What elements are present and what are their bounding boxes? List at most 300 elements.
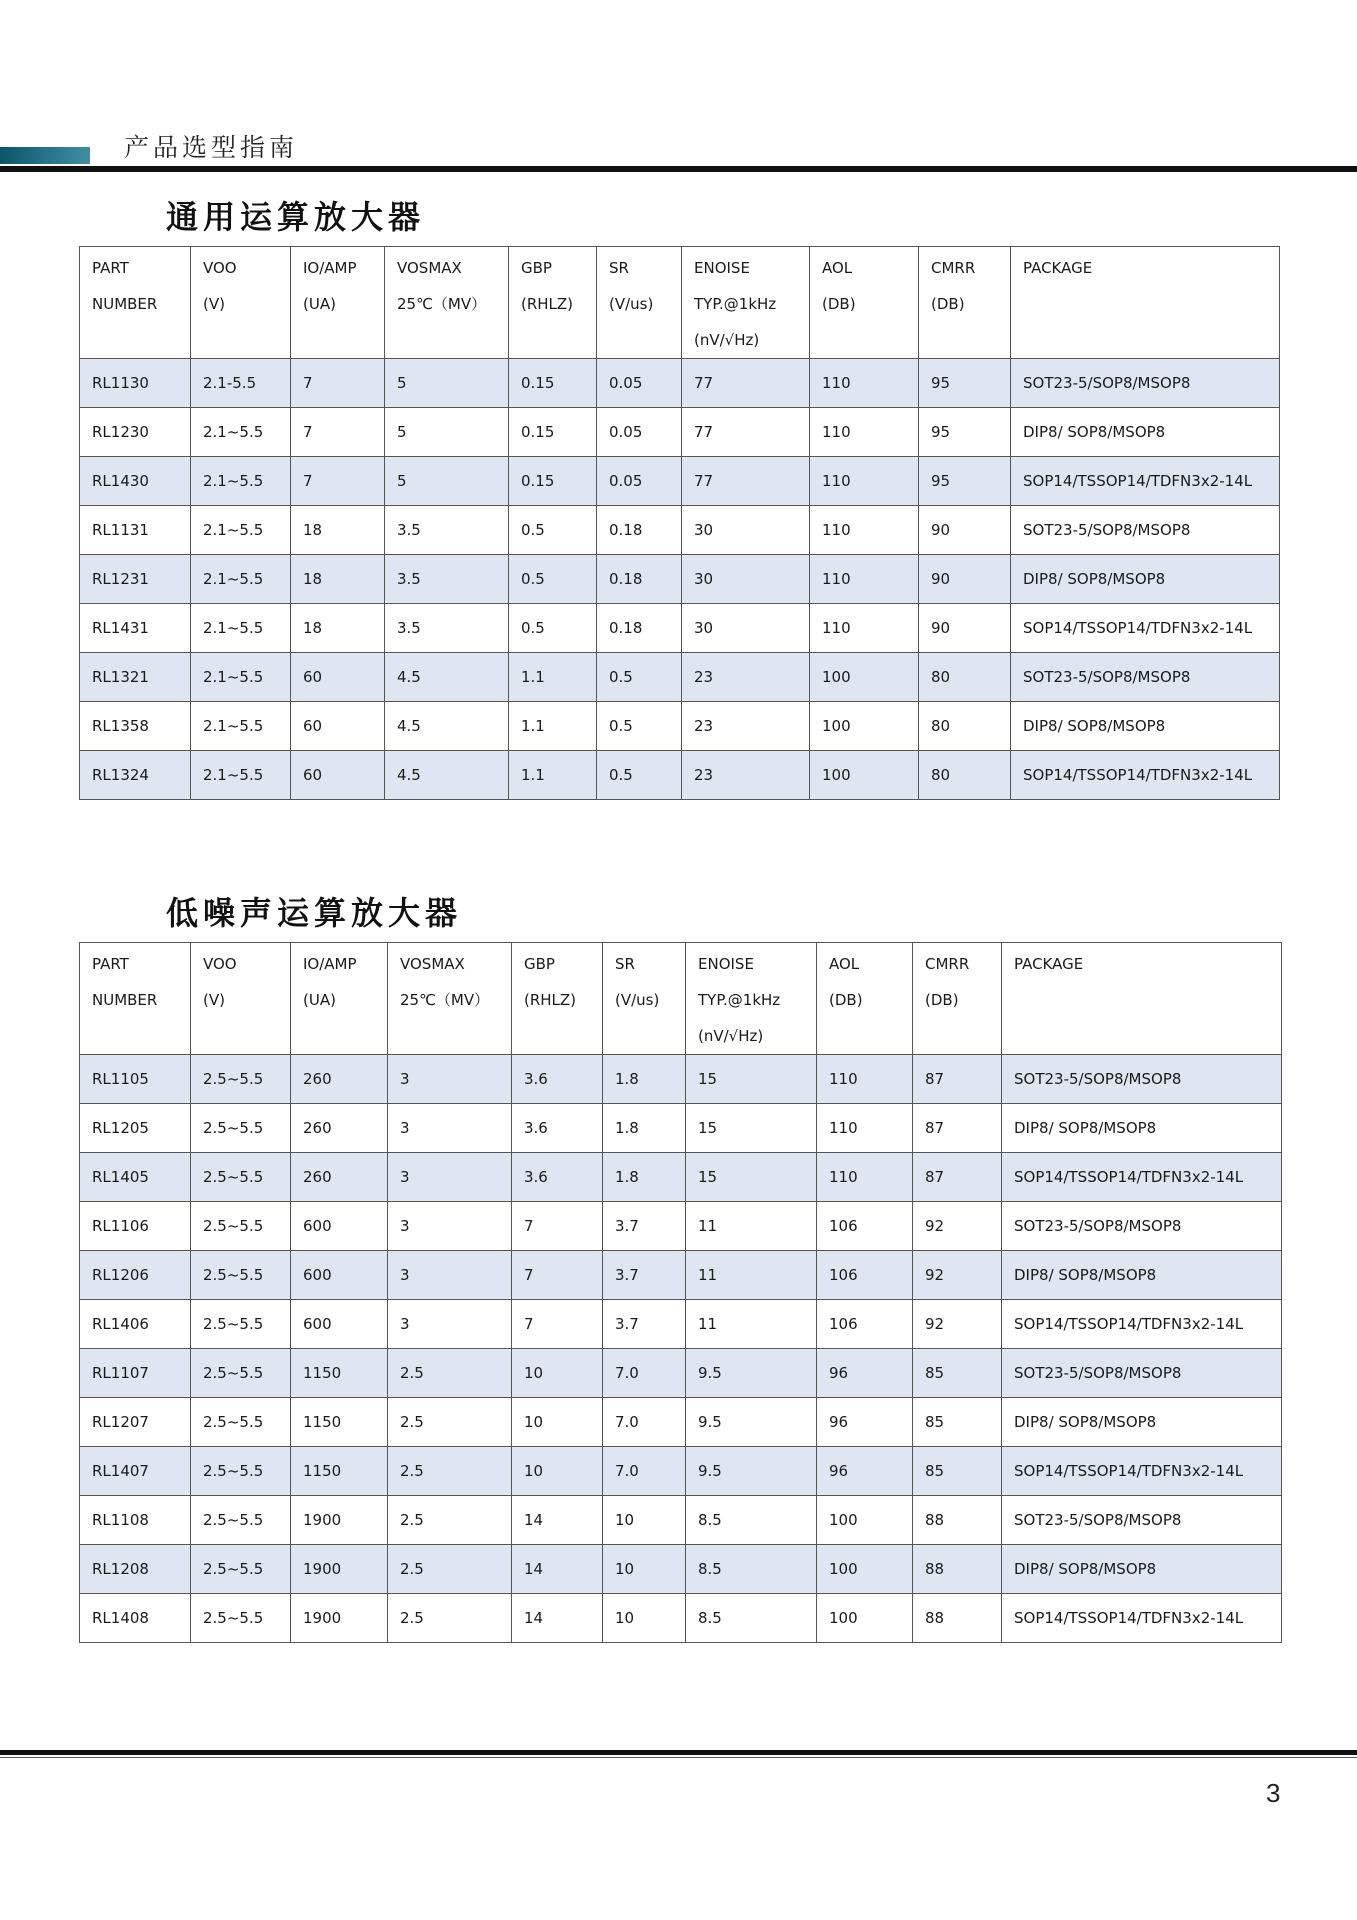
cell-package: SOT23-5/SOP8/MSOP8 [1002,1055,1282,1104]
cell-enoise: 77 [682,457,810,506]
cell-aol: 96 [817,1447,913,1496]
table-header-row [80,943,1282,1055]
cell-cmrr: 95 [919,359,1011,408]
cell-io-amp: 260 [291,1153,388,1202]
cell-sr: 1.8 [603,1104,686,1153]
cell-aol: 100 [817,1594,913,1643]
cell-io-amp: 260 [291,1055,388,1104]
cell-package: SOT23-5/SOP8/MSOP8 [1002,1349,1282,1398]
cell-part-number: RL1230 [80,408,191,457]
cell-package: DIP8/ SOP8/MSOP8 [1002,1398,1282,1447]
cell-part-number: RL1408 [80,1594,191,1643]
cell-vosmax: 3.5 [385,555,509,604]
cell-gbp: 14 [512,1545,603,1594]
cell-part-number: RL1358 [80,702,191,751]
cell-enoise: 30 [682,506,810,555]
cell-voo: 2.1~5.5 [191,604,291,653]
cell-package: DIP8/ SOP8/MSOP8 [1002,1545,1282,1594]
cell-sr: 3.7 [603,1300,686,1349]
cell-vosmax: 2.5 [388,1545,512,1594]
footer-rule [0,1750,1357,1755]
cell-cmrr: 88 [913,1496,1002,1545]
cell-enoise: 8.5 [686,1545,817,1594]
cell-part-number: RL1430 [80,457,191,506]
low-noise-opamp-table [79,942,1282,1643]
cell-io-amp: 60 [291,751,385,800]
column-header-line: SR [615,955,635,973]
cell-aol: 100 [817,1496,913,1545]
cell-vosmax: 5 [385,457,509,506]
cell-enoise: 23 [682,751,810,800]
cell-enoise: 15 [686,1104,817,1153]
cell-part-number: RL1131 [80,506,191,555]
table-row [80,702,1280,751]
column-header-aol [817,943,913,1055]
column-header-voo [191,247,291,359]
header-title: 产品选型指南 [124,133,299,162]
column-header-sr [597,247,682,359]
cell-cmrr: 87 [913,1153,1002,1202]
cell-io-amp: 18 [291,555,385,604]
cell-enoise: 11 [686,1202,817,1251]
cell-io-amp: 600 [291,1300,388,1349]
cell-voo: 2.5~5.5 [191,1055,291,1104]
table-row [80,1104,1282,1153]
cell-aol: 100 [817,1545,913,1594]
cell-voo: 2.5~5.5 [191,1496,291,1545]
cell-part-number: RL1205 [80,1104,191,1153]
cell-sr: 0.18 [597,506,682,555]
cell-vosmax: 3 [388,1055,512,1104]
column-header-cmrr [919,247,1011,359]
cell-voo: 2.5~5.5 [191,1398,291,1447]
column-header-aol [810,247,919,359]
cell-sr: 7.0 [603,1349,686,1398]
table-row [80,457,1280,506]
cell-package: SOP14/TSSOP14/TDFN3x2-14L [1002,1300,1282,1349]
column-header-enoise [682,247,810,359]
cell-voo: 2.1~5.5 [191,555,291,604]
column-header-line: TYP.@1kHz [694,295,777,313]
cell-io-amp: 60 [291,653,385,702]
cell-vosmax: 4.5 [385,653,509,702]
cell-vosmax: 2.5 [388,1496,512,1545]
cell-voo: 2.5~5.5 [191,1104,291,1153]
cell-package: SOP14/TSSOP14/TDFN3x2-14L [1011,751,1280,800]
table-row [80,1447,1282,1496]
column-header-line: ENOISE [698,955,754,973]
cell-part-number: RL1207 [80,1398,191,1447]
cell-sr: 10 [603,1496,686,1545]
cell-cmrr: 90 [919,506,1011,555]
table-row [80,653,1280,702]
cell-part-number: RL1231 [80,555,191,604]
cell-vosmax: 3 [388,1300,512,1349]
cell-package: DIP8/ SOP8/MSOP8 [1011,555,1280,604]
cell-vosmax: 3.5 [385,506,509,555]
column-header-cmrr [913,943,1002,1055]
column-header-sr [603,943,686,1055]
cell-vosmax: 4.5 [385,751,509,800]
cell-io-amp: 1900 [291,1545,388,1594]
cell-sr: 3.7 [603,1251,686,1300]
cell-io-amp: 60 [291,702,385,751]
cell-voo: 2.1~5.5 [191,653,291,702]
cell-sr: 0.18 [597,555,682,604]
column-header-line: VOSMAX [400,955,465,973]
cell-aol: 110 [817,1055,913,1104]
cell-gbp: 10 [512,1398,603,1447]
cell-package: SOP14/TSSOP14/TDFN3x2-14L [1011,457,1280,506]
cell-aol: 110 [810,506,919,555]
cell-enoise: 23 [682,702,810,751]
cell-voo: 2.1~5.5 [191,408,291,457]
cell-gbp: 7 [512,1202,603,1251]
cell-sr: 0.5 [597,653,682,702]
cell-aol: 96 [817,1398,913,1447]
column-header-line: 25℃（MV） [400,991,490,1009]
cell-package: SOT23-5/SOP8/MSOP8 [1011,359,1280,408]
column-header-gbp [509,247,597,359]
column-header-part-number [80,943,191,1055]
column-header-line: VOO [203,259,237,277]
cell-sr: 1.8 [603,1055,686,1104]
cell-enoise: 77 [682,359,810,408]
column-header-line: (V/us) [615,991,660,1009]
cell-io-amp: 7 [291,457,385,506]
column-header-io-amp [291,943,388,1055]
cell-io-amp: 7 [291,408,385,457]
cell-vosmax: 3.5 [385,604,509,653]
cell-vosmax: 2.5 [388,1398,512,1447]
cell-cmrr: 92 [913,1300,1002,1349]
column-header-enoise [686,943,817,1055]
cell-aol: 110 [810,604,919,653]
cell-package: DIP8/ SOP8/MSOP8 [1011,702,1280,751]
column-header-line: (UA) [303,991,336,1009]
cell-gbp: 0.5 [509,506,597,555]
cell-package: DIP8/ SOP8/MSOP8 [1011,408,1280,457]
cell-cmrr: 85 [913,1349,1002,1398]
cell-cmrr: 87 [913,1055,1002,1104]
cell-gbp: 10 [512,1349,603,1398]
general-opamp-table [79,246,1280,800]
cell-io-amp: 1150 [291,1447,388,1496]
cell-aol: 106 [817,1202,913,1251]
cell-voo: 2.5~5.5 [191,1251,291,1300]
column-header-line: (RHLZ) [524,991,577,1009]
cell-voo: 2.1~5.5 [191,457,291,506]
cell-io-amp: 260 [291,1104,388,1153]
cell-cmrr: 85 [913,1398,1002,1447]
cell-io-amp: 1900 [291,1496,388,1545]
column-header-line: AOL [829,955,860,973]
cell-part-number: RL1130 [80,359,191,408]
cell-aol: 110 [817,1104,913,1153]
cell-part-number: RL1324 [80,751,191,800]
cell-sr: 0.05 [597,359,682,408]
cell-voo: 2.5~5.5 [191,1447,291,1496]
table-row [80,555,1280,604]
column-header-line: PART [92,955,129,973]
cell-part-number: RL1405 [80,1153,191,1202]
table-row [80,1202,1282,1251]
cell-cmrr: 95 [919,457,1011,506]
cell-aol: 106 [817,1251,913,1300]
cell-voo: 2.1-5.5 [191,359,291,408]
cell-cmrr: 80 [919,702,1011,751]
cell-aol: 110 [810,359,919,408]
cell-vosmax: 4.5 [385,702,509,751]
cell-io-amp: 18 [291,604,385,653]
column-header-line: (DB) [822,295,856,313]
cell-gbp: 3.6 [512,1104,603,1153]
column-header-line: ENOISE [694,259,750,277]
cell-io-amp: 7 [291,359,385,408]
column-header-line: (V) [203,295,225,313]
cell-gbp: 1.1 [509,653,597,702]
cell-aol: 110 [810,408,919,457]
column-header-line: NUMBER [92,295,158,313]
cell-voo: 2.1~5.5 [191,751,291,800]
cell-part-number: RL1208 [80,1545,191,1594]
cell-gbp: 3.6 [512,1153,603,1202]
cell-enoise: 30 [682,604,810,653]
column-header-package [1011,247,1280,359]
cell-vosmax: 3 [388,1251,512,1300]
cell-enoise: 9.5 [686,1349,817,1398]
table-row [80,1153,1282,1202]
column-header-line: (V/us) [609,295,654,313]
column-header-line: (DB) [931,295,965,313]
cell-sr: 0.5 [597,751,682,800]
cell-sr: 10 [603,1594,686,1643]
column-header-line: (nV/√Hz) [698,1027,764,1045]
cell-gbp: 1.1 [509,702,597,751]
cell-io-amp: 1150 [291,1398,388,1447]
cell-cmrr: 92 [913,1251,1002,1300]
cell-io-amp: 600 [291,1202,388,1251]
cell-package: SOT23-5/SOP8/MSOP8 [1002,1496,1282,1545]
column-header-line: VOSMAX [397,259,462,277]
cell-vosmax: 2.5 [388,1447,512,1496]
cell-sr: 0.05 [597,408,682,457]
cell-package: SOT23-5/SOP8/MSOP8 [1002,1202,1282,1251]
column-header-line: VOO [203,955,237,973]
cell-cmrr: 85 [913,1447,1002,1496]
cell-enoise: 9.5 [686,1447,817,1496]
column-header-package [1002,943,1282,1055]
cell-aol: 110 [810,555,919,604]
cell-vosmax: 3 [388,1202,512,1251]
cell-aol: 106 [817,1300,913,1349]
cell-cmrr: 80 [919,751,1011,800]
cell-cmrr: 90 [919,555,1011,604]
column-header-line: NUMBER [92,991,158,1009]
column-header-line: (V) [203,991,225,1009]
cell-package: SOP14/TSSOP14/TDFN3x2-14L [1011,604,1280,653]
cell-voo: 2.5~5.5 [191,1153,291,1202]
cell-gbp: 1.1 [509,751,597,800]
cell-enoise: 9.5 [686,1398,817,1447]
table-row [80,1545,1282,1594]
cell-gbp: 0.15 [509,457,597,506]
column-header-line: (DB) [925,991,959,1009]
cell-enoise: 11 [686,1300,817,1349]
cell-enoise: 8.5 [686,1594,817,1643]
section-title-general: 通用运算放大器 [166,198,426,236]
cell-cmrr: 92 [913,1202,1002,1251]
cell-gbp: 3.6 [512,1055,603,1104]
cell-io-amp: 1150 [291,1349,388,1398]
cell-voo: 2.5~5.5 [191,1300,291,1349]
column-header-io-amp [291,247,385,359]
cell-vosmax: 3 [388,1153,512,1202]
column-header-line: IO/AMP [303,259,357,277]
footer-rule-thin [0,1757,1357,1758]
cell-gbp: 10 [512,1447,603,1496]
column-header-line: TYP.@1kHz [698,991,781,1009]
header-accent-bar [0,147,90,164]
cell-sr: 0.05 [597,457,682,506]
cell-part-number: RL1407 [80,1447,191,1496]
cell-enoise: 15 [686,1055,817,1104]
table-row [80,604,1280,653]
cell-vosmax: 2.5 [388,1594,512,1643]
cell-sr: 7.0 [603,1398,686,1447]
table-row [80,1251,1282,1300]
cell-sr: 0.5 [597,702,682,751]
cell-enoise: 77 [682,408,810,457]
column-header-line: CMRR [925,955,970,973]
cell-package: SOP14/TSSOP14/TDFN3x2-14L [1002,1153,1282,1202]
cell-io-amp: 18 [291,506,385,555]
column-header-part-number [80,247,191,359]
cell-package: DIP8/ SOP8/MSOP8 [1002,1104,1282,1153]
cell-package: SOP14/TSSOP14/TDFN3x2-14L [1002,1594,1282,1643]
cell-voo: 2.1~5.5 [191,506,291,555]
table-header-row [80,247,1280,359]
cell-enoise: 11 [686,1251,817,1300]
column-header-line: (RHLZ) [521,295,574,313]
table-row [80,1496,1282,1545]
cell-cmrr: 90 [919,604,1011,653]
cell-sr: 3.7 [603,1202,686,1251]
cell-aol: 100 [810,751,919,800]
cell-vosmax: 2.5 [388,1349,512,1398]
table-row [80,359,1280,408]
table-row [80,1055,1282,1104]
cell-voo: 2.5~5.5 [191,1545,291,1594]
column-header-vosmax [388,943,512,1055]
column-header-line: (nV/√Hz) [694,331,760,349]
column-header-line: SR [609,259,629,277]
cell-sr: 0.18 [597,604,682,653]
cell-io-amp: 1900 [291,1594,388,1643]
column-header-line: IO/AMP [303,955,357,973]
cell-voo: 2.5~5.5 [191,1594,291,1643]
table-row [80,1594,1282,1643]
cell-part-number: RL1108 [80,1496,191,1545]
table-row [80,1398,1282,1447]
header-rule [0,166,1357,172]
cell-aol: 110 [810,457,919,506]
table-row [80,751,1280,800]
cell-gbp: 7 [512,1251,603,1300]
cell-package: SOP14/TSSOP14/TDFN3x2-14L [1002,1447,1282,1496]
column-header-line: (DB) [829,991,863,1009]
column-header-line: (UA) [303,295,336,313]
cell-part-number: RL1206 [80,1251,191,1300]
cell-aol: 96 [817,1349,913,1398]
cell-package: DIP8/ SOP8/MSOP8 [1002,1251,1282,1300]
cell-enoise: 30 [682,555,810,604]
cell-enoise: 15 [686,1153,817,1202]
cell-gbp: 14 [512,1594,603,1643]
cell-vosmax: 5 [385,359,509,408]
cell-vosmax: 5 [385,408,509,457]
cell-gbp: 0.15 [509,359,597,408]
column-header-vosmax [385,247,509,359]
table-row [80,1300,1282,1349]
cell-gbp: 0.5 [509,604,597,653]
cell-cmrr: 87 [913,1104,1002,1153]
column-header-voo [191,943,291,1055]
table-row [80,506,1280,555]
cell-cmrr: 80 [919,653,1011,702]
page-number: 3 [1266,1778,1281,1808]
cell-gbp: 7 [512,1300,603,1349]
cell-voo: 2.1~5.5 [191,702,291,751]
column-header-line: 25℃（MV） [397,295,487,313]
cell-vosmax: 3 [388,1104,512,1153]
table-row [80,1349,1282,1398]
section-title-low-noise: 低噪声运算放大器 [166,894,463,932]
column-header-line: GBP [521,259,552,277]
cell-gbp: 14 [512,1496,603,1545]
cell-part-number: RL1431 [80,604,191,653]
cell-cmrr: 88 [913,1594,1002,1643]
column-header-line: GBP [524,955,555,973]
cell-package: SOT23-5/SOP8/MSOP8 [1011,653,1280,702]
cell-package: SOT23-5/SOP8/MSOP8 [1011,506,1280,555]
cell-aol: 110 [817,1153,913,1202]
cell-part-number: RL1106 [80,1202,191,1251]
cell-cmrr: 88 [913,1545,1002,1594]
column-header-line: PART [92,259,129,277]
cell-voo: 2.5~5.5 [191,1349,291,1398]
column-header-gbp [512,943,603,1055]
cell-part-number: RL1321 [80,653,191,702]
cell-gbp: 0.15 [509,408,597,457]
cell-sr: 10 [603,1545,686,1594]
cell-part-number: RL1107 [80,1349,191,1398]
column-header-line: PACKAGE [1023,259,1093,277]
cell-voo: 2.5~5.5 [191,1202,291,1251]
cell-io-amp: 600 [291,1251,388,1300]
cell-part-number: RL1406 [80,1300,191,1349]
cell-part-number: RL1105 [80,1055,191,1104]
cell-sr: 7.0 [603,1447,686,1496]
cell-aol: 100 [810,702,919,751]
cell-enoise: 8.5 [686,1496,817,1545]
column-header-line: PACKAGE [1014,955,1084,973]
table-row [80,408,1280,457]
column-header-line: CMRR [931,259,976,277]
column-header-line: AOL [822,259,853,277]
cell-sr: 1.8 [603,1153,686,1202]
cell-aol: 100 [810,653,919,702]
